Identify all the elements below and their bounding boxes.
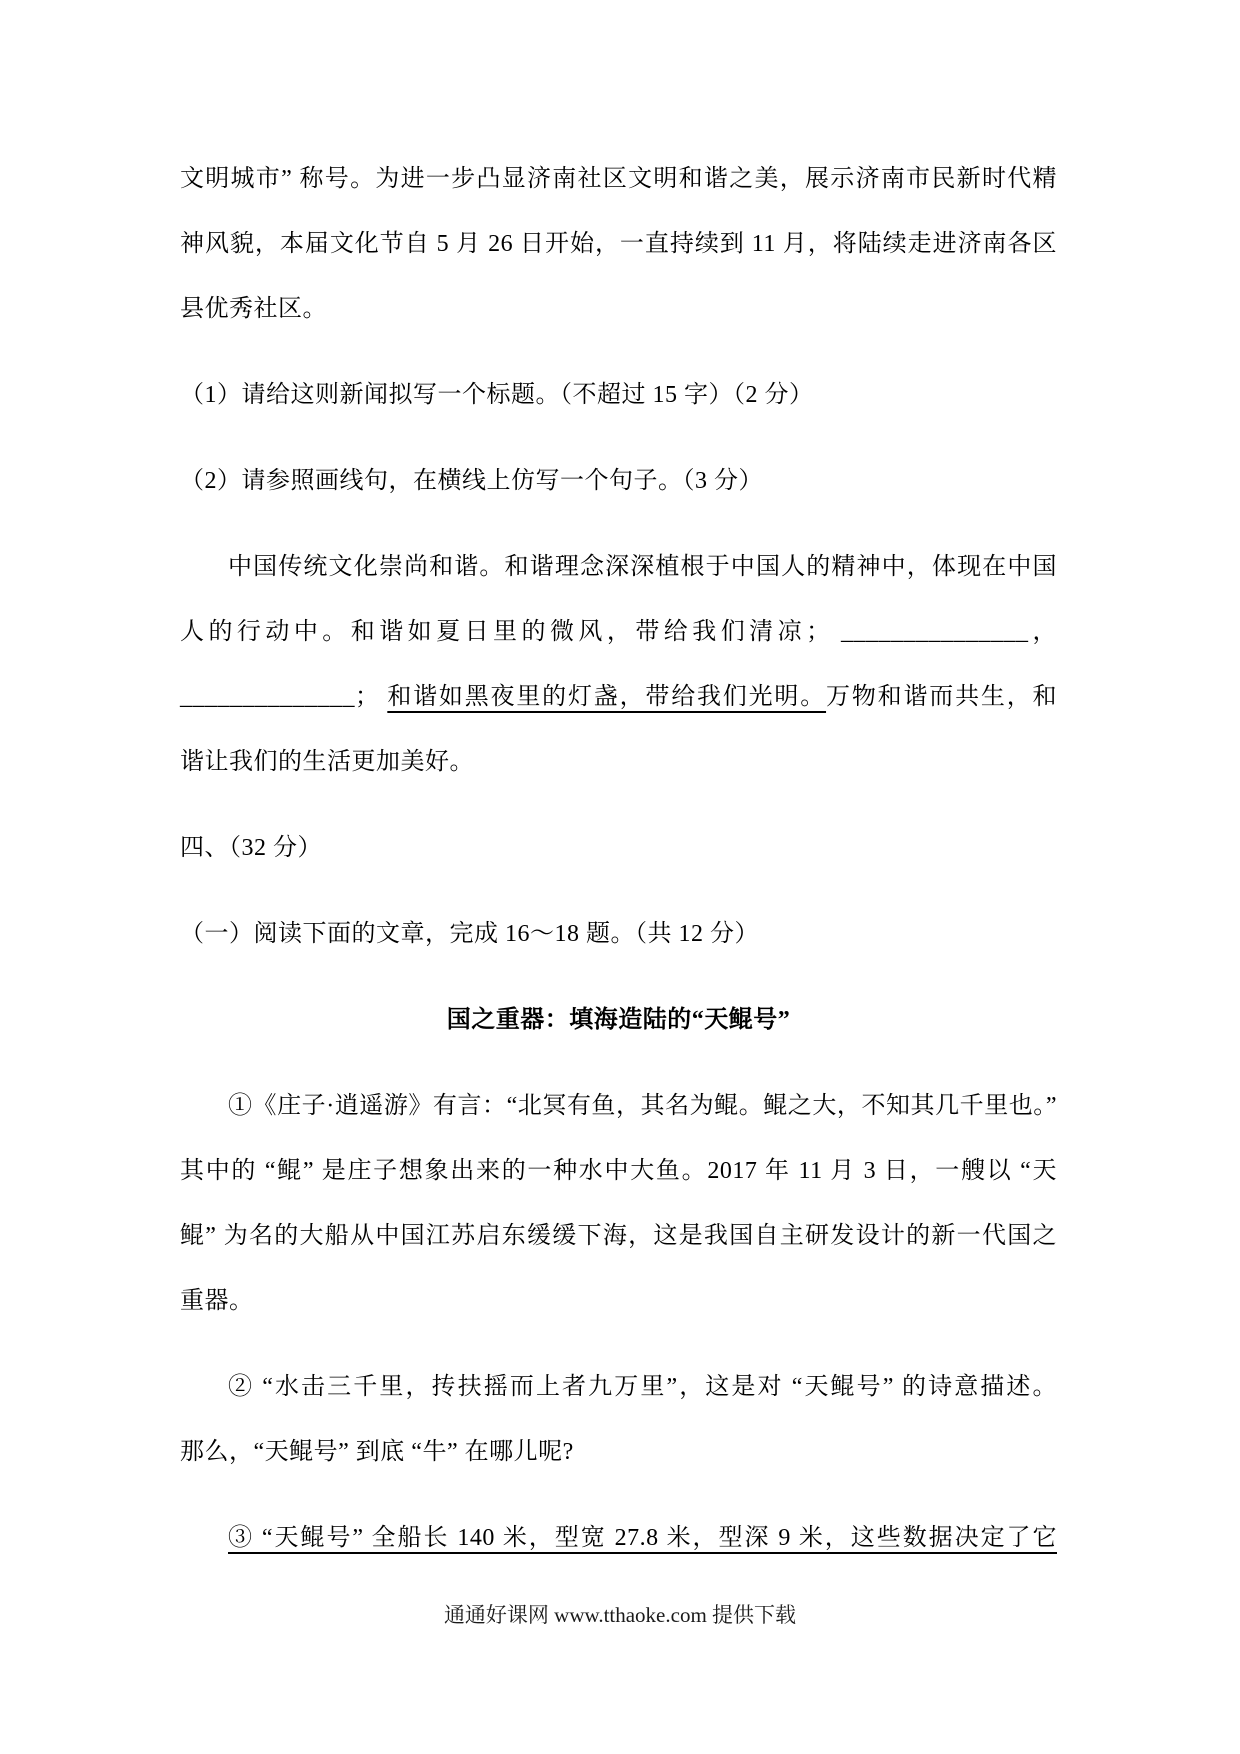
text-line: ② “水击三千里，抟扶摇而上者九万里”，这是对 “天鲲号” 的诗意描述。 bbox=[228, 1374, 1057, 1400]
article-paragraph-1 bbox=[180, 1074, 1057, 1334]
writing-prompt-paragraph bbox=[180, 535, 1057, 795]
article-paragraph-3 bbox=[180, 1506, 1057, 1571]
subsection-heading bbox=[180, 902, 1057, 967]
article-paragraph-2 bbox=[180, 1355, 1057, 1485]
article-title-block bbox=[180, 988, 1057, 1053]
question-1 bbox=[180, 363, 1057, 428]
text-line-with-blank: 人的行动中。和谐如夏日里的微风，带给我们清凉； _______________， bbox=[180, 619, 1057, 645]
text-segment: 万物和谐而共生，和 bbox=[826, 684, 1058, 710]
text-line: 那么，“天鲲号” 到底 “牛” 在哪儿呢? bbox=[180, 1439, 574, 1465]
text-line: 文明城市” 称号。为进一步凸显济南社区文明和谐之美，展示济南市民新时代精 bbox=[180, 166, 1057, 192]
blank-line: ______________； bbox=[180, 684, 388, 710]
text-line: 中国传统文化崇尚和谐。和谐理念深深植根于中国人的精神中，体现在中国 bbox=[228, 554, 1057, 580]
text-line: 重器。 bbox=[180, 1288, 254, 1314]
subsection-heading-text: （一）阅读下面的文章，完成 16～18 题。（共 12 分） bbox=[180, 921, 759, 947]
section-heading-text: 四、（32 分） bbox=[180, 835, 322, 861]
question-1-text: （1）请给这则新闻拟写一个标题。（不超过 15 字）（2 分） bbox=[180, 382, 814, 408]
document-body bbox=[180, 147, 1057, 1592]
text-line: 神风貌，本届文化节自 5 月 26 日开始，一直持续到 11 月，将陆续走进济南各区 bbox=[180, 231, 1057, 257]
underlined-text: ③ “天鲲号” 全船长 140 米，型宽 27.8 米，型深 9 米，这些数据决定了它 bbox=[228, 1525, 1057, 1551]
underlined-model-sentence: 和谐如黑夜里的灯盏，带给我们光明。 bbox=[387, 684, 827, 710]
section-heading-4 bbox=[180, 816, 1057, 881]
footer-watermark: 通通好课网 www.tthaoke.com 提供下载 bbox=[443, 1603, 797, 1627]
text-line: 其中的 “鲲” 是庄子想象出来的一种水中大鱼。2017 年 11 月 3 日，一艘以 “天 bbox=[180, 1158, 1057, 1184]
text-line: 鲲” 为名的大船从中国江苏启东缓缓下海，这是我国自主研发设计的新一代国之 bbox=[180, 1223, 1057, 1249]
text-line: 县优秀社区。 bbox=[180, 296, 327, 322]
question-2-text: （2）请参照画线句，在横线上仿写一个句子。（3 分） bbox=[180, 468, 763, 494]
text-line: ①《庄子·逍遥游》有言：“北冥有鱼，其名为鲲。鲲之大，不知其几千里也。” bbox=[228, 1093, 1057, 1119]
text-line-with-blank bbox=[180, 665, 1057, 730]
article-title: 国之重器：填海造陆的“天鲲号” bbox=[446, 1007, 791, 1033]
underlined-paragraph-line bbox=[180, 1506, 1057, 1571]
question-2 bbox=[180, 449, 1057, 514]
text-line: 谐让我们的生活更加美好。 bbox=[180, 749, 474, 775]
news-paragraph bbox=[180, 147, 1057, 342]
